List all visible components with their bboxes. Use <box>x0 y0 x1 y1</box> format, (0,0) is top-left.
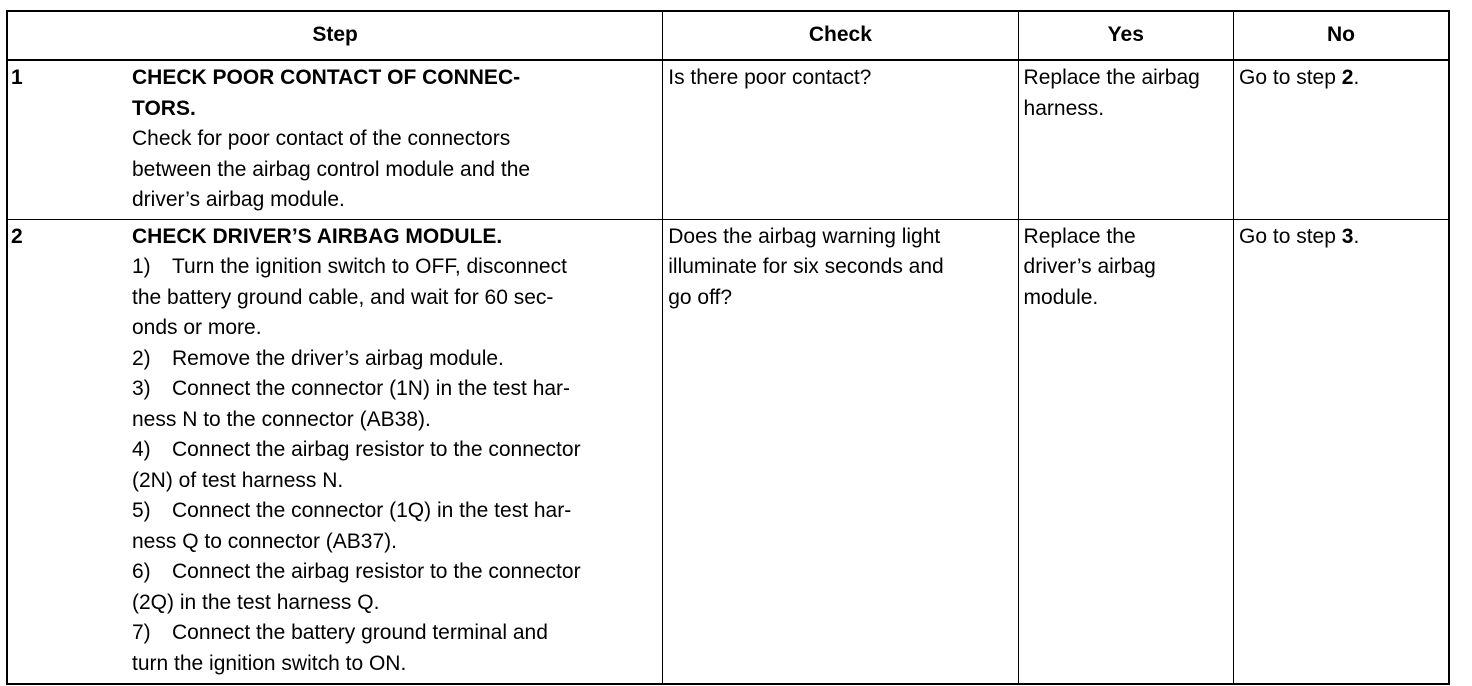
substep-text-line: the battery ground cable, and wait for 60 sec- <box>132 285 554 309</box>
diagnostic-procedure-document <box>6 10 1456 685</box>
substep-number: 2) <box>132 346 151 370</box>
step-title-line: TORS. <box>132 96 196 120</box>
substep <box>132 374 657 405</box>
header-step: Step <box>7 11 663 60</box>
check-cell <box>663 219 1018 684</box>
substep-number: 3) <box>132 377 151 400</box>
substep <box>132 252 657 283</box>
step-cell <box>7 219 663 684</box>
check-cell <box>663 60 1018 219</box>
substep-number: 6) <box>132 560 151 583</box>
substep-text-line: Turn the ignition switch to OFF, disconnect <box>172 255 567 278</box>
no-step-number: 3 <box>1341 224 1354 248</box>
table-row <box>7 219 1449 684</box>
substep-text-line: Connect the connector (1N) in the test har- <box>172 377 571 400</box>
substep <box>132 496 657 527</box>
substep-text-line: (2N) of test harness N. <box>132 468 344 492</box>
substep <box>132 557 657 588</box>
diagnostic-steps-table <box>6 10 1450 685</box>
header-yes: Yes <box>1018 11 1233 60</box>
substep <box>132 344 657 375</box>
no-text: Go to step <box>1239 66 1342 89</box>
substep-number: 5) <box>132 499 151 522</box>
check-text-line: Does the airbag warning light <box>668 224 941 248</box>
step-number: 2 <box>11 224 23 248</box>
yes-text-line: harness. <box>1023 96 1105 120</box>
table-row <box>7 60 1449 219</box>
check-text-line: go off? <box>668 285 733 309</box>
step-body <box>132 63 657 216</box>
substep-text-line: Connect the battery ground terminal and <box>172 621 548 644</box>
step-text-line: Check for poor contact of the connectors <box>132 127 511 150</box>
step-body <box>132 222 657 680</box>
no-text: Go to step <box>1239 224 1342 248</box>
step-title-line: CHECK DRIVER’S AIRBAG MODULE. <box>132 224 503 248</box>
check-text-line: illuminate for six seconds and <box>668 255 944 278</box>
table-header-row <box>7 11 1449 60</box>
yes-text-line: Replace the <box>1023 224 1136 248</box>
yes-text-line: Replace the airbag <box>1023 66 1200 89</box>
no-text-suffix: . <box>1353 224 1360 248</box>
step-cell <box>7 60 663 219</box>
no-cell <box>1234 219 1449 684</box>
no-step-number: 2 <box>1341 66 1354 89</box>
substep-text-line: turn the ignition switch to ON. <box>132 651 407 675</box>
step-text-line: driver’s airbag module. <box>132 188 345 211</box>
no-text-suffix: . <box>1353 66 1360 89</box>
step-title-line: CHECK POOR CONTACT OF CONNEC- <box>132 66 521 89</box>
substep-text-line: ness Q to connector (AB37). <box>132 529 397 553</box>
substep-text-line: onds or more. <box>132 316 262 339</box>
yes-text-line: module. <box>1023 285 1099 309</box>
substep-text-line: Remove the driver’s airbag module. <box>172 346 504 370</box>
substep-text-line: Connect the airbag resistor to the connector <box>172 560 581 583</box>
step-number: 1 <box>11 66 23 89</box>
substep-text-line: (2Q) in the test harness Q. <box>132 590 380 614</box>
step-text-line: between the airbag control module and the <box>132 157 531 181</box>
substep-number: 1) <box>132 255 151 278</box>
substep-number: 4) <box>132 438 151 461</box>
substep-text-line: Connect the airbag resistor to the connector <box>172 438 581 461</box>
yes-text-line: driver’s airbag <box>1023 255 1156 278</box>
yes-cell <box>1018 219 1233 684</box>
substep-text-line: ness N to the connector (AB38). <box>132 407 431 431</box>
check-text-line: Is there poor contact? <box>668 66 872 89</box>
header-check: Check <box>663 11 1018 60</box>
no-cell <box>1234 60 1449 219</box>
header-no: No <box>1234 11 1449 60</box>
substep-number: 7) <box>132 621 151 644</box>
substep <box>132 618 657 649</box>
substep-text-line: Connect the connector (1Q) in the test har- <box>172 499 572 522</box>
yes-cell <box>1018 60 1233 219</box>
substep <box>132 435 657 466</box>
